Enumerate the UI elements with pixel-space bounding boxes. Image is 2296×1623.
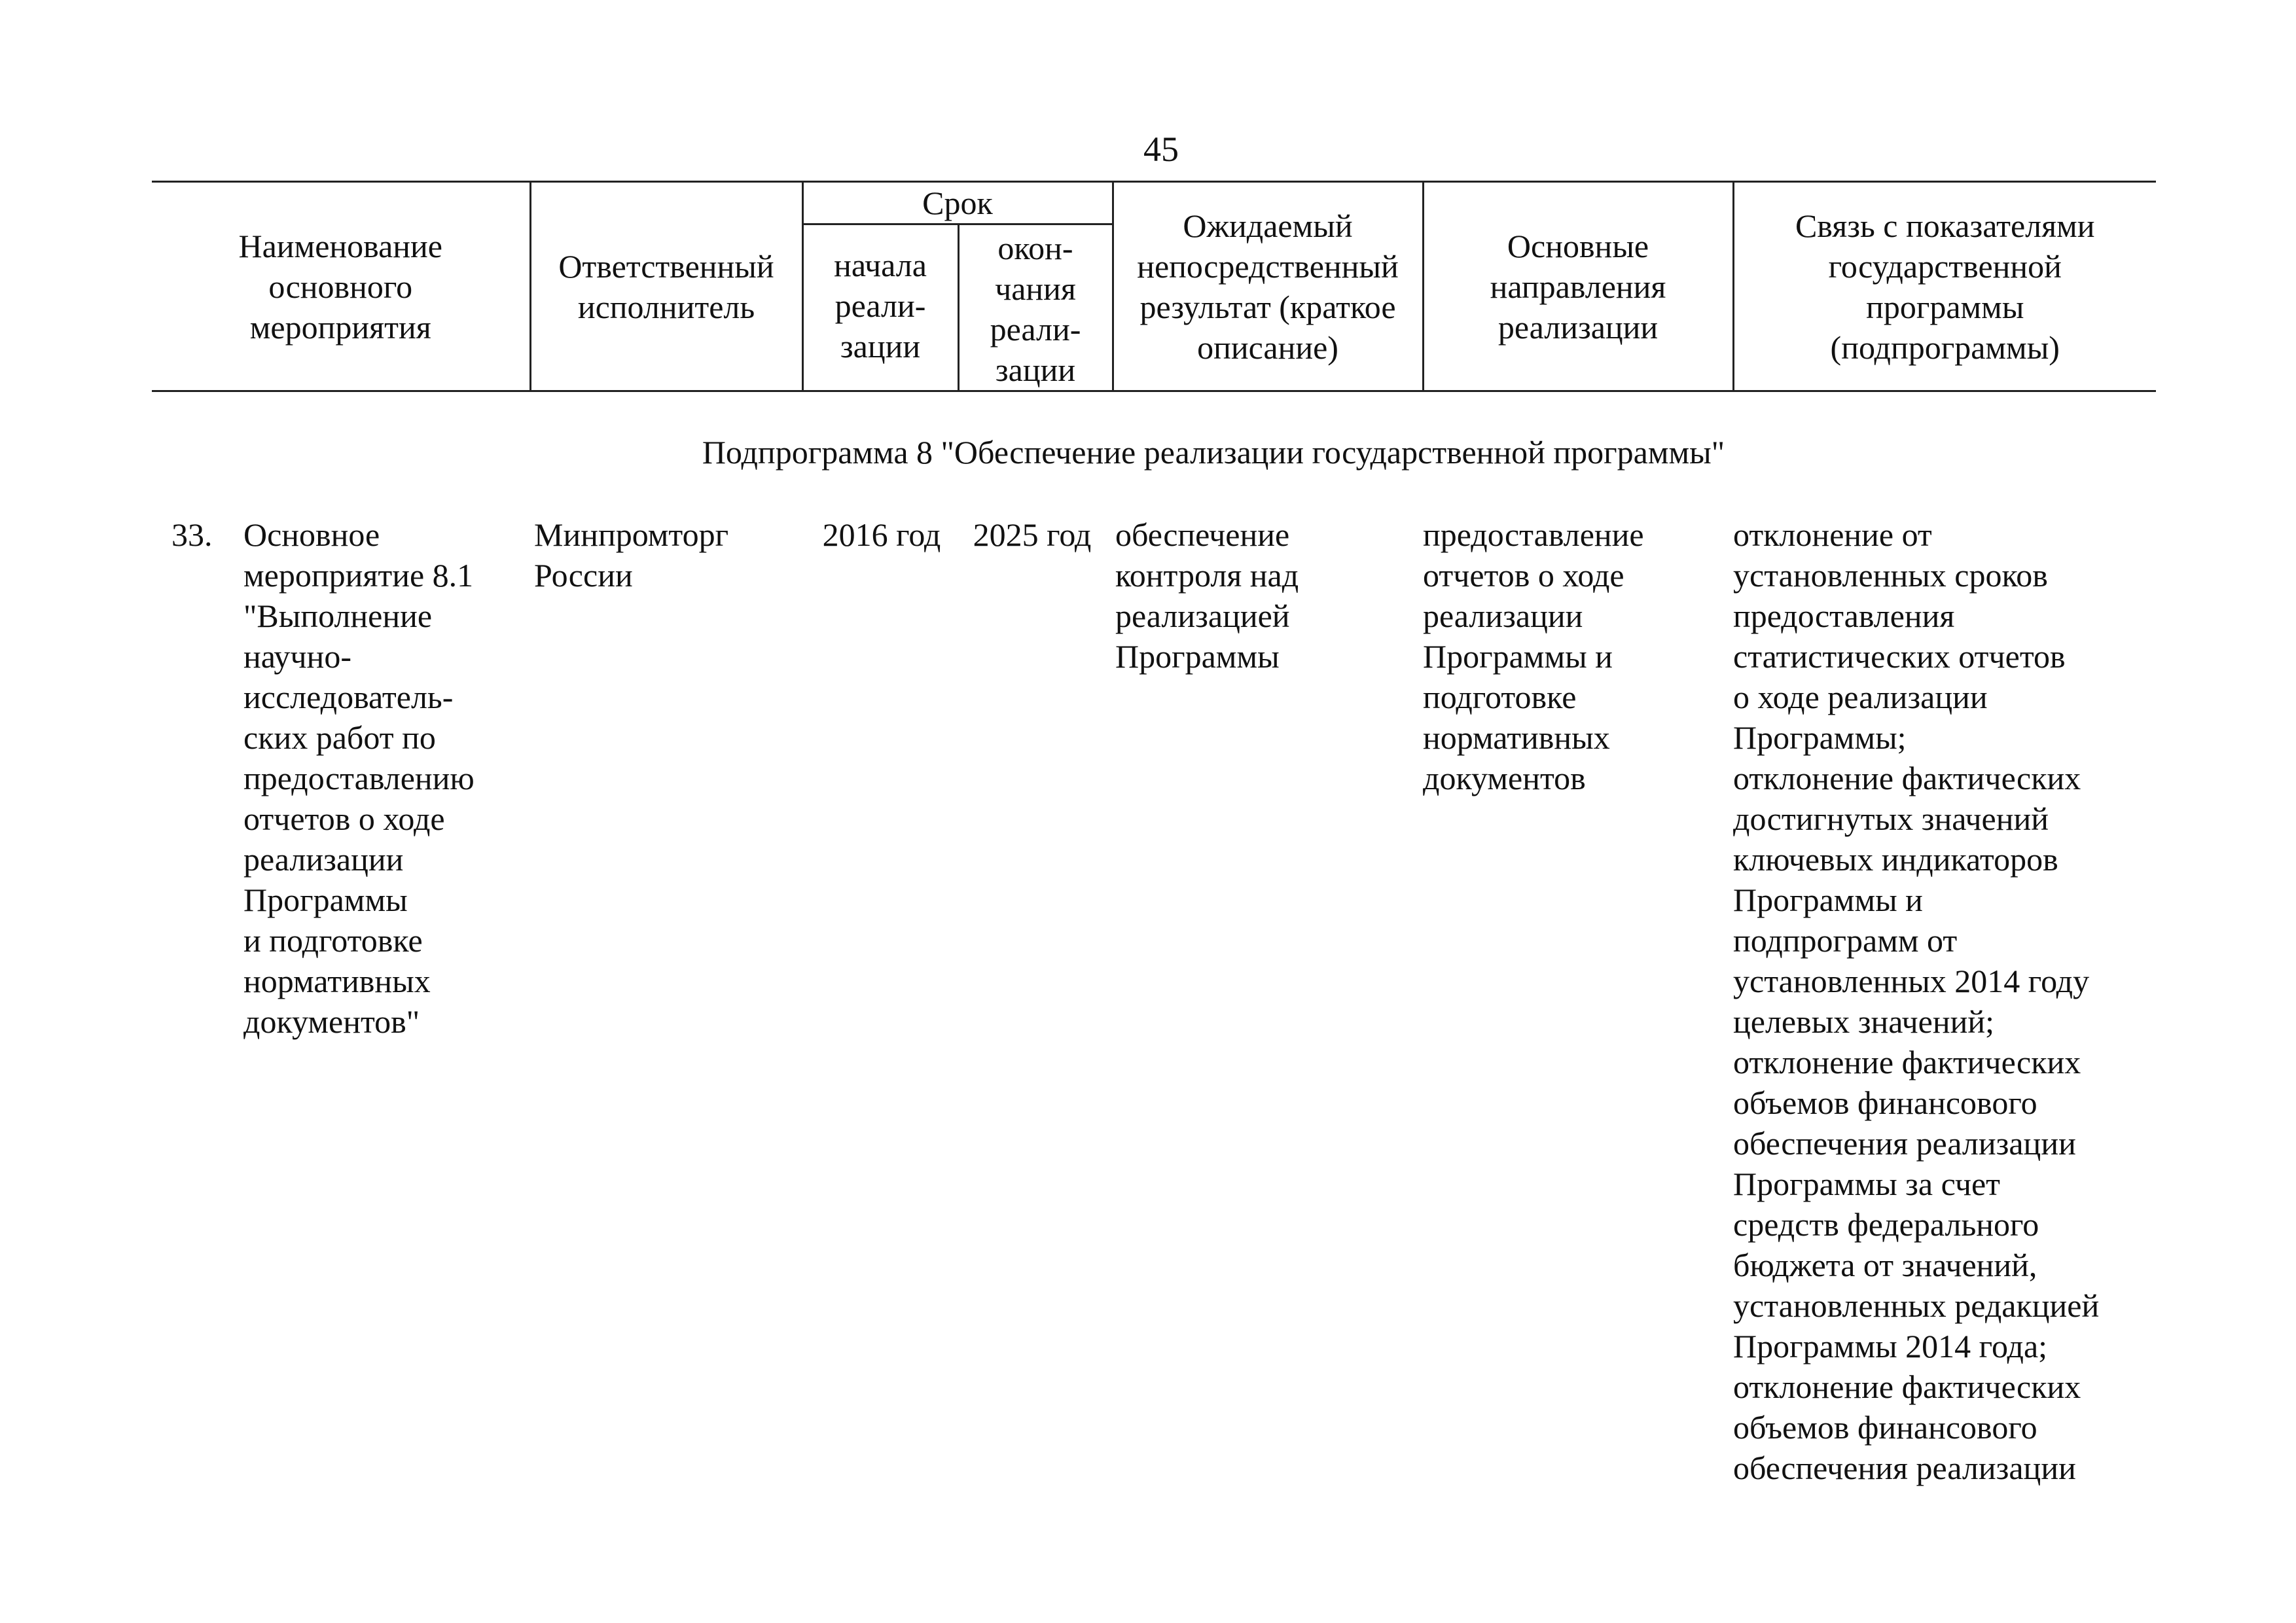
header-responsible: Ответственный исполнитель: [530, 182, 802, 391]
table-header: [152, 181, 2156, 392]
header-main-directions: Основные направления реализации: [1423, 182, 1733, 391]
row-link-indicators: отклонение от установленных сроков предоставления статистических отчетов о ходе реализации Программы; отклонение фактических достигнутых значений ключевых индикаторов Программы и подпрограмм от установленных 2014 году целевых значений; отклонение фактических объемов финансового обеспечения реализации Программы за счет средств федерального бюджета от значений, установленных редакцией Программы 2014 года; отклонение фактических объемов финансового обеспечения реализации: [1733, 516, 2100, 1486]
header-link-indicators: Связь с показателями государственной программы (подпрограммы): [1733, 182, 2156, 391]
row-responsible: Минпромторг России: [534, 516, 729, 594]
page-number: 45: [1143, 130, 1179, 169]
header-term-end: окон- чания реали- зации: [958, 224, 1113, 391]
row-name: Основное мероприятие 8.1 "Выполнение научно- исследователь- ских работ по предоставлению отчетов о ходе реализации Программы и подготовке нормативных документов": [243, 516, 475, 1040]
row-main-directions: предоставление отчетов о ходе реализации Программы и подготовке нормативных документов: [1423, 516, 1644, 796]
row-expected-result: обеспечение контроля над реализацией Программы: [1115, 516, 1299, 675]
header-expected-result: Ожидаемый непосредственный результат (краткое описание): [1113, 182, 1423, 391]
header-name: Наименование основного мероприятия: [152, 182, 530, 391]
header-term-start: начала реали- зации: [802, 224, 958, 391]
row-start: 2016 год: [822, 516, 941, 553]
row-end: 2025 год: [973, 516, 1092, 553]
row-number: 33.: [171, 516, 213, 553]
header-term: Срок: [802, 182, 1113, 224]
subprogram-title: Подпрограмма 8 "Обеспечение реализации государственной программы": [702, 434, 1725, 471]
